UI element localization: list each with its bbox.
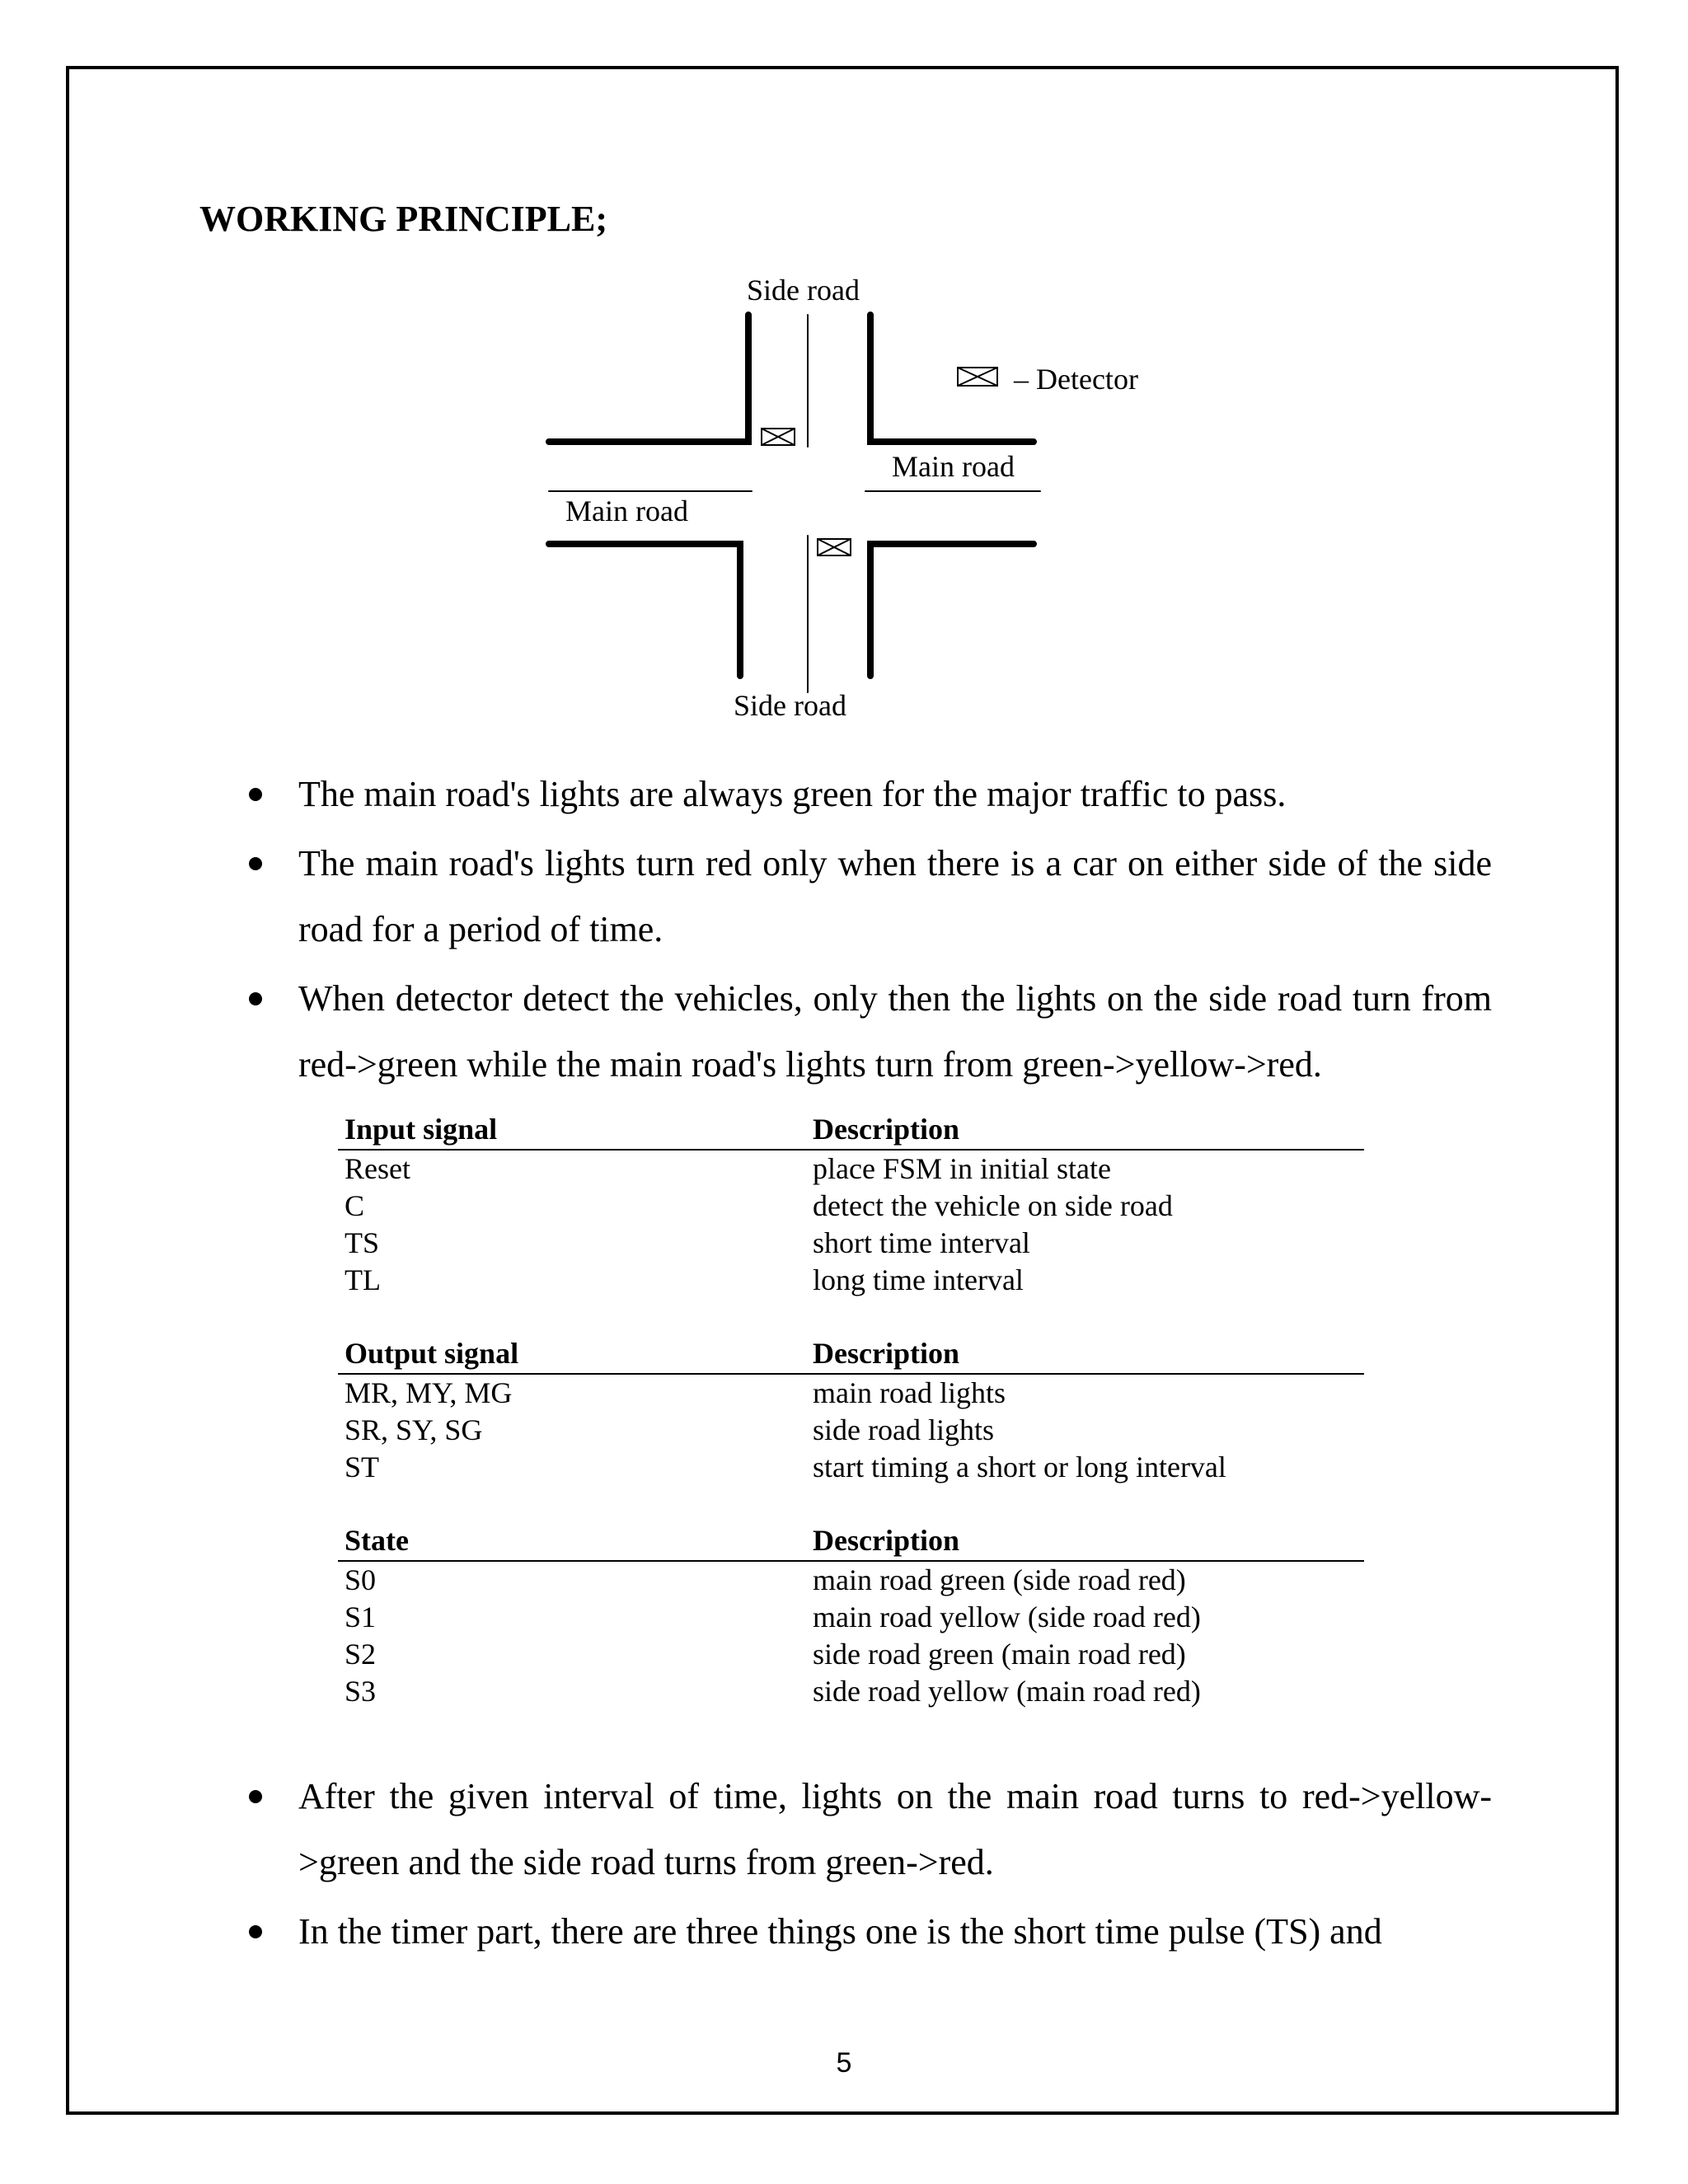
table-cell: C [345,1189,365,1222]
list-item [247,1899,1492,1965]
table-cell: main road yellow (side road red) [813,1601,1201,1633]
table-cell: start timing a short or long interval [813,1451,1226,1483]
kerb-top-left [549,315,748,442]
label-main-road-left: Main road [565,494,688,527]
list-item [247,831,1492,963]
table-cell: main road lights [813,1376,1006,1409]
list-item [247,762,1492,827]
table-row [338,1561,1364,1599]
list-item-text: In the timer part, there are three things one is the short time pulse (TS) and [298,1911,1382,1952]
label-side-road-top: Side road [747,274,860,307]
table-cell: ST [345,1451,380,1483]
table-cell: S2 [345,1638,377,1671]
table-header-row [338,1113,1364,1150]
table-cell: Reset [345,1152,410,1185]
table-cell: MR, MY, MG [345,1376,513,1409]
output-signal-table [338,1337,1364,1486]
label-side-road-bottom: Side road [734,689,846,722]
table-header-cell: Description [806,1113,1364,1150]
table-header-cell: Output signal [338,1337,806,1374]
table-cell: S0 [345,1563,377,1596]
table-cell: TS [345,1226,380,1259]
intersection-diagram [528,264,1203,725]
table-row [338,1374,1364,1412]
list-item [247,966,1492,1098]
kerb-top-right [870,315,1034,442]
table-header-cell: Description [806,1524,1364,1561]
table-cell: side road lights [813,1413,994,1446]
table-header-cell: Description [806,1337,1364,1374]
table-row [338,1225,1364,1262]
page-number: 5 [836,2047,852,2079]
table-cell: main road green (side road red) [813,1563,1186,1596]
table-cell: SR, SY, SG [345,1413,483,1446]
table-row [338,1150,1364,1188]
table-row [338,1449,1364,1486]
table-header-row [338,1337,1364,1374]
list-item-text: The main road's lights are always green for the major traffic to pass. [298,774,1287,814]
boxed-x-detector-icon [958,368,997,386]
kerb-bottom-left [549,544,740,676]
bullet-icon [249,1790,262,1803]
table-row [338,1636,1364,1673]
kerb-bottom-right [870,544,1034,676]
table-cell: long time interval [813,1263,1024,1296]
table-cell: TL [345,1263,381,1296]
state-table [338,1524,1364,1710]
detector-bottom [818,539,851,555]
bullet-icon [249,1925,262,1938]
bullet-list-bottom [247,1764,1492,1965]
label-main-road-right: Main road [892,450,1015,483]
table-cell: side road yellow (main road red) [813,1675,1201,1708]
table-cell: side road green (main road red) [813,1638,1186,1671]
table-cell: S1 [345,1601,377,1633]
table-row [338,1673,1364,1710]
list-item [247,1764,1492,1896]
table-header-cell: Input signal [338,1113,806,1150]
table-cell: detect the vehicle on side road [813,1189,1173,1222]
table-row [338,1188,1364,1225]
table-row [338,1262,1364,1299]
input-signal-table [338,1113,1364,1299]
detector-top [762,429,795,445]
bullet-icon [249,992,262,1005]
list-item-text: The main road's lights turn red only when there is a car on either side of the side road for a period of time. [298,843,1492,949]
table-row [338,1412,1364,1449]
list-item-text: When detector detect the vehicles, only then the lights on the side road turn from red->green while the main road's lights turn from green->yellow->red. [298,978,1492,1085]
table-row [338,1599,1364,1636]
table-cell: short time interval [813,1226,1030,1259]
label-detector-legend: – Detector [1014,363,1138,396]
bullet-icon [249,788,262,801]
table-header-cell: State [338,1524,806,1561]
bullet-icon [249,857,262,870]
table-cell: place FSM in initial state [813,1152,1111,1185]
list-item-text: After the given interval of time, lights on the main road turns to red->yellow->green and the side road turns from green->red. [298,1776,1492,1882]
signal-tables [338,1113,1364,1748]
bullet-list-top [247,762,1492,1098]
table-cell: S3 [345,1675,377,1708]
section-heading: WORKING PRINCIPLE; [199,199,608,239]
table-header-row [338,1524,1364,1561]
